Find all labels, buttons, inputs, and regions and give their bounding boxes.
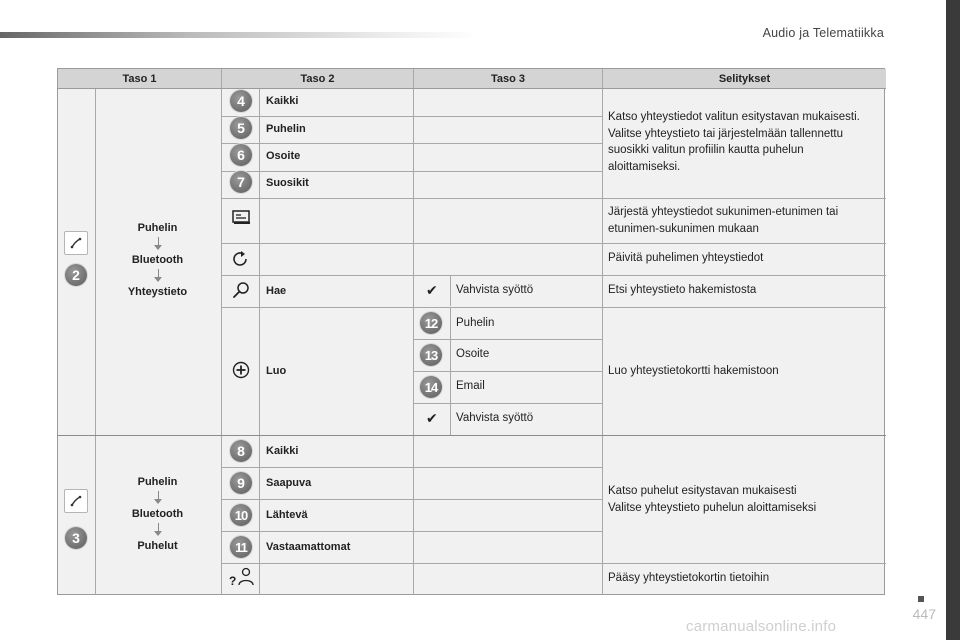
grid-line: [259, 89, 260, 595]
calls-menu-path: [94, 474, 221, 554]
page-corner-mark: [918, 596, 924, 602]
down-arrow-icon: [94, 490, 221, 506]
down-arrow-icon: [94, 236, 221, 252]
step-badge-6: 6: [230, 144, 252, 166]
grid-line: [602, 89, 603, 595]
step-badge-8: 8: [230, 440, 252, 462]
contact-card-icon: [228, 566, 256, 588]
step-badge-11: 11: [230, 536, 252, 558]
flow-item-contact: Yhteystieto: [127, 286, 188, 298]
phone-menu-icon: [64, 231, 88, 255]
description-line: Valitse yhteystieto puhelun aloittamiseksi: [608, 501, 817, 514]
grid-line: [221, 563, 886, 564]
grid-line: [221, 243, 886, 244]
grid-line: [221, 171, 602, 172]
svg-text:?: ?: [229, 574, 237, 588]
grid-line: [413, 403, 602, 404]
col-header-description: Selitykset: [602, 69, 886, 89]
grid-line: [221, 116, 602, 117]
grid-line: [413, 339, 602, 340]
description-line: aloittamiseksi.: [608, 160, 681, 173]
phone-menu-icon: [64, 489, 88, 513]
grid-line: [221, 275, 886, 276]
create-email-label: Email: [456, 380, 485, 392]
flow-item-phone: Puhelin: [137, 476, 178, 488]
step-badge-13: 13: [420, 344, 442, 366]
option-missed: Vastaamattomat: [266, 541, 351, 553]
step-badge-9: 9: [230, 472, 252, 494]
search-icon: [230, 280, 252, 302]
step-badge-4: 4: [230, 90, 252, 112]
page-number: 447: [912, 606, 936, 622]
flow-item-bluetooth: Bluetooth: [131, 508, 184, 520]
down-arrow-icon: [94, 522, 221, 538]
contact-access-description: Pääsy yhteystietokortin tietoihin: [608, 572, 770, 584]
sort-description: [608, 204, 878, 237]
step-badge-7: 7: [230, 171, 252, 193]
flow-item-calls: Puhelut: [137, 540, 178, 552]
option-incoming: Saapuva: [266, 477, 312, 489]
grid-line: [413, 371, 602, 372]
col-header-level2: Taso 2: [221, 69, 413, 89]
create-address-label: Osoite: [456, 348, 490, 360]
description-line: Järjestä yhteystiedot sukunimen-etunimen tai: [608, 206, 839, 218]
grid-line: [221, 198, 886, 199]
create-description: Luo yhteystietokortti hakemistoon: [608, 365, 779, 377]
section-title: Audio ja Telematiikka: [762, 26, 884, 40]
description-line: Katso puhelut esitystavan mukaisesti: [608, 485, 797, 497]
step-badge-2: 2: [65, 264, 87, 286]
step-badge-12: 12: [420, 312, 442, 334]
contacts-description: [608, 109, 883, 175]
calls-description: [608, 483, 883, 516]
col-header-level1: Taso 1: [58, 69, 221, 89]
add-icon: [231, 360, 251, 380]
option-favourites: Suosikit: [266, 177, 309, 189]
option-all-calls: Kaikki: [266, 445, 299, 457]
description-line: suosikki valitun profiilin kautta puhelun: [608, 144, 804, 156]
grid-line: [221, 307, 886, 308]
search-description: Etsi yhteystieto hakemistosta: [608, 284, 757, 296]
option-address: Osoite: [266, 150, 301, 162]
grid-line: [221, 531, 602, 532]
grid-line: [413, 243, 414, 595]
grid-line: [450, 276, 451, 306]
sort-icon: [230, 208, 252, 226]
option-all: Kaikki: [266, 95, 299, 107]
option-search: Hae: [266, 285, 287, 297]
description-line: etunimen-sukunimen mukaan: [608, 222, 759, 235]
refresh-icon: [231, 249, 251, 269]
step-badge-5: 5: [230, 117, 252, 139]
step-badge-14: 14: [420, 376, 442, 398]
flow-item-bluetooth: Bluetooth: [131, 254, 184, 266]
grid-line: [221, 89, 222, 595]
col-header-level3: Taso 3: [413, 69, 602, 89]
checkmark-icon: ✔: [426, 282, 438, 298]
option-phone: Puhelin: [266, 123, 306, 135]
checkmark-icon: ✔: [426, 410, 438, 426]
section-divider: [58, 435, 886, 436]
description-line: Katso yhteystiedot valitun esitystavan mukaisesti.: [608, 111, 860, 123]
grid-line: [221, 143, 602, 144]
create-confirm-label: Vahvista syöttö: [456, 412, 534, 424]
confirm-entry-label: Vahvista syöttö: [456, 284, 534, 296]
contacts-menu-path: [94, 220, 221, 300]
option-outgoing: Lähtevä: [266, 509, 308, 521]
flow-item-phone: Puhelin: [137, 222, 178, 234]
option-create: Luo: [266, 365, 287, 377]
watermark: carmanualsonline.info: [686, 618, 837, 635]
step-badge-10: 10: [230, 504, 252, 526]
step-badge-3: 3: [65, 527, 87, 549]
create-phone-label: Puhelin: [456, 317, 495, 329]
page-edge-strip: [946, 0, 960, 640]
refresh-description: Päivitä puhelimen yhteystiedot: [608, 252, 764, 264]
down-arrow-icon: [94, 268, 221, 284]
grid-line: [221, 467, 602, 468]
description-line: Valitse yhteystieto tai järjestelmään tallennettu: [608, 127, 844, 140]
grid-line: [221, 499, 602, 500]
header-decor-bar: [0, 32, 480, 38]
